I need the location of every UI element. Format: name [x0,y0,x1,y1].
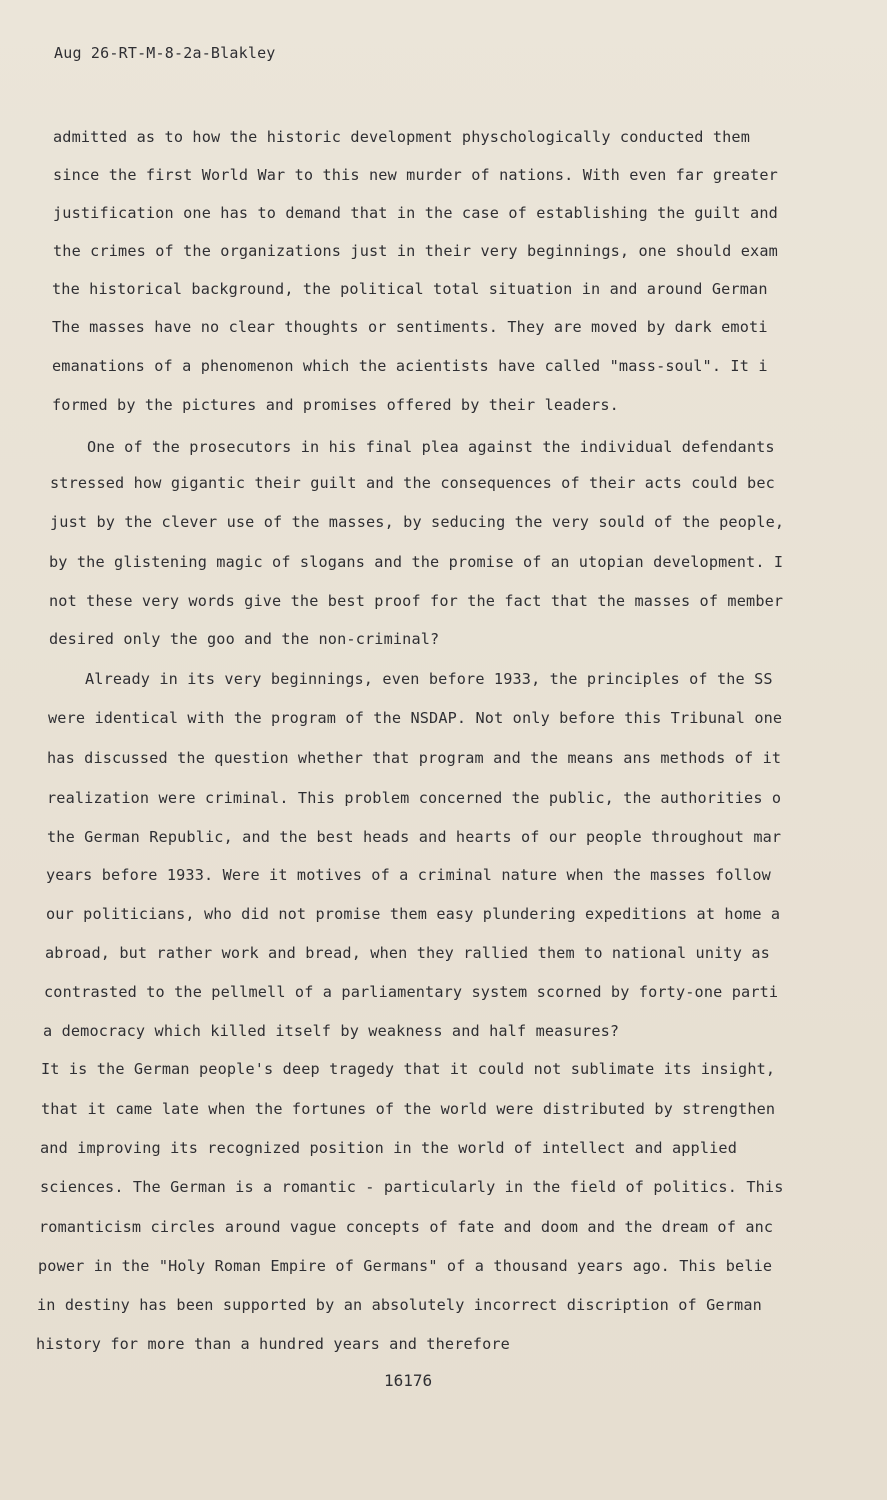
text-line: power in the "Holy Roman Empire of Germans" of a thousand years ago. This belie [38,1257,773,1275]
text-line: a democracy which killed itself by weakness and half measures? [43,1022,620,1040]
text-line: by the glistening magic of slogans and the promise of an utopian development. I [49,553,784,571]
text-line: admitted as to how the historic development physchologically conducted them [53,128,751,146]
text-line: in destiny has been supported by an absolutely incorrect discription of German [37,1296,762,1314]
text-line: years before 1933. Were it motives of a criminal nature when the masses follow [46,866,771,884]
text-line: abroad, but rather work and bread, when they rallied them to national unity as [45,944,770,962]
text-line: our politicians, who did not promise them easy plundering expeditions at home a [46,905,781,923]
text-line: sciences. The German is a romantic - particularly in the field of politics. This [40,1178,784,1196]
text-line: stressed how gigantic their guilt and the consequences of their acts could bec [50,474,775,492]
text-line: contrasted to the pellmell of a parliamentary system scorned by forty-one parti [44,983,779,1001]
text-line: formed by the pictures and promises offered by their leaders. [52,396,619,414]
text-line: just by the clever use of the masses, by seducing the very sould of the people, [50,513,785,531]
text-line: has discussed the question whether that program and the means ans methods of it [47,749,782,767]
document-header: Aug 26-RT-M-8-2a-Blakley [54,44,276,62]
page-number: 16176 [384,1371,433,1390]
text-line: that it came late when the fortunes of the world were distributed by strengthen [41,1100,776,1118]
text-line: realization were criminal. This problem concerned the public, the authorities o [47,789,782,807]
text-line: the crimes of the organizations just in their very beginnings, one should exam [53,242,778,260]
text-line: the German Republic, and the best heads and hearts of our people throughout mar [47,828,782,846]
text-line: romanticism circles around vague concepts of fate and doom and the dream of anc [39,1218,774,1236]
text-line: emanations of a phenomenon which the acientists have called "mass-soul". It i [52,357,768,375]
text-line: and improving its recognized position in the world of intellect and applied [40,1139,738,1157]
text-line: It is the German people's deep tragedy that it could not sublimate its insight, [41,1060,776,1078]
text-line: Already in its very beginnings, even before 1933, the principles of the SS [85,670,773,688]
text-line: were identical with the program of the NSDAP. Not only before this Tribunal one [48,709,783,727]
text-line: desired only the goo and the non-criminal? [49,630,440,648]
text-line: One of the prosecutors in his final plea against the individual defendants [87,438,775,456]
text-line: justification one has to demand that in the case of establishing the guilt and [53,204,778,222]
text-line: the historical background, the political total situation in and around German [52,280,768,298]
text-line: since the first World War to this new murder of nations. With even far greater [53,166,778,184]
text-line: not these very words give the best proof for the fact that the masses of member [49,592,784,610]
text-line: The masses have no clear thoughts or sentiments. They are moved by dark emoti [52,318,768,336]
text-line: history for more than a hundred years and therefore [36,1335,510,1353]
